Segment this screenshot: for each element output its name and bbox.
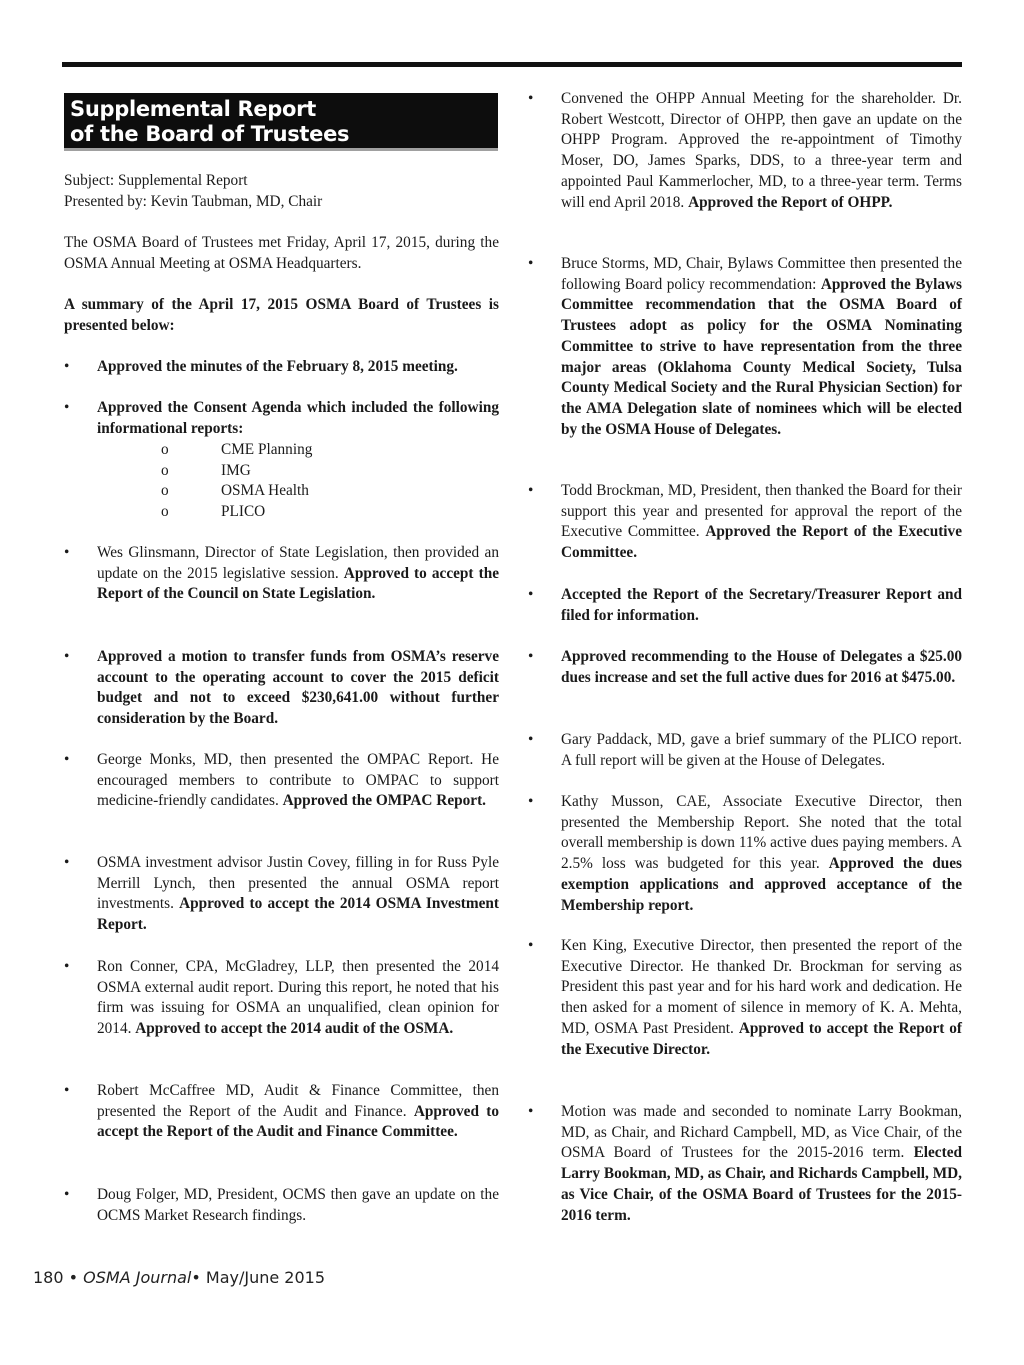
bullet: • xyxy=(528,793,534,810)
bullet: • xyxy=(528,1103,534,1120)
item-bold-text: Elected Larry Bookman, MD, as Chair, and Richards Campbell, MD, as Vice Chair, of the OSMA Board of Trustees for the 2015-2016 term. xyxy=(561,1144,963,1224)
item-bold-text: Approved the Consent Agenda which included the following informational reports: xyxy=(97,399,499,437)
list-item xyxy=(528,254,962,440)
item-bold-text: Approved a motion to transfer funds from OSMA’s reserve account to the operating account to cover the 2015 deficit budget and not to exceed $230,641.00 without further consideration by the Board. xyxy=(97,648,499,728)
page-number: 180 xyxy=(33,1268,64,1287)
item-bold-text: Approved to accept the 2014 OSMA Investment Report. xyxy=(97,895,499,934)
list-item xyxy=(64,543,499,605)
item-bold-text: Approved to accept the Report of the Council on State Legislation. xyxy=(97,564,499,603)
list-item xyxy=(64,750,499,812)
bullet: • xyxy=(64,544,70,561)
sub-list-item: o PLICO xyxy=(161,503,266,521)
bullet: • xyxy=(64,854,70,871)
bullet: • xyxy=(64,648,70,665)
bullet: • xyxy=(64,958,70,975)
page-footer xyxy=(33,1268,325,1287)
list-item xyxy=(528,481,962,564)
item-bold-text: Approved the Report of OHPP. xyxy=(688,193,893,211)
item-bold-text: Approved the Report of the Executive Committee. xyxy=(561,523,962,562)
item-text: Kathy Musson, CAE, Associate Executive Director, then presented the Membership Report. She noted that the total overall membership is down 11% active dues paying members. A 2.5% loss was budgeted for this year. xyxy=(561,793,962,873)
item-text: Wes Glinsmann, Director of State Legislation, then provided an update on the 2015 legislative session. xyxy=(97,544,499,582)
bullet: • xyxy=(528,586,534,603)
consent-report-list xyxy=(161,440,461,523)
presented-by-line: Presented by: Kevin Taubman, MD, Chair xyxy=(64,193,323,210)
footer-separator: • xyxy=(68,1268,79,1287)
sub-list-item: o OSMA Health xyxy=(161,482,309,500)
bullet: • xyxy=(528,648,534,665)
summary-heading: A summary of the April 17, 2015 OSMA Board of Trustees is presented below: xyxy=(64,296,499,334)
journal-name: OSMA Journal xyxy=(83,1268,192,1287)
item-bold-text: Approved recommending to the House of Delegates a $25.00 dues increase and set the full active dues for 2016 at $475.00. xyxy=(561,648,962,686)
bullet: • xyxy=(64,751,70,768)
list-item xyxy=(64,853,499,936)
list-item xyxy=(528,585,962,626)
item-bold-text: Approved the Bylaws Committee recommendation that the OSMA Board of Trustees adopt as policy for the OSMA Nominating Committee to strive to have representation from the three major areas (Oklahoma County Medical Society, Tulsa County Medical Society and the Rural Physician Section) for the AMA Delegation slate of nominees which will be elected by the OSMA House of Delegates. xyxy=(561,275,962,438)
footer-separator: • xyxy=(191,1268,201,1287)
sub-list-item: o IMG xyxy=(161,461,251,479)
item-text: Convened the OHPP Annual Meeting for the shareholder. Dr. Robert Westcott, Director of OHPP, then gave an update on the OHPP Program. Approved the re-appointment of Timothy Moser, DO, James Sparks, DDS, to a three-year term and appointed Paul Kammerlocher, MD, to a three-year term. Terms will end April 2018. xyxy=(561,90,962,211)
item-text: Todd Brockman, MD, President, then thanked the Board for their support this year and presented for approval the report of the Executive Committee. xyxy=(561,482,962,541)
list-item xyxy=(64,647,499,730)
item-text: Motion was made and seconded to nominate Larry Bookman, MD, as Chair, and Richard Campbell, MD, as Vice Chair, of the OSMA Board of Trustees for the 2015-2016 term. xyxy=(561,1103,962,1162)
title-line-2: of the Board of Trustees xyxy=(70,122,350,146)
subject-line: Subject: Supplemental Report xyxy=(64,172,248,189)
sub-list-item: o CME Planning xyxy=(161,441,313,458)
item-bold-text: Approved to accept the 2014 audit of the OSMA. xyxy=(135,1020,454,1038)
list-item xyxy=(528,936,962,1060)
top-rule xyxy=(62,62,962,67)
list-item xyxy=(64,357,499,378)
bullet: • xyxy=(528,255,534,272)
list-item xyxy=(64,1081,499,1143)
list-item xyxy=(64,398,499,439)
bullet: • xyxy=(528,937,534,954)
item-text: Gary Paddack, MD, gave a brief summary of the PLICO report. A full report will be given at the House of Delegates. xyxy=(561,731,962,769)
item-text: OSMA investment advisor Justin Covey, filling in for Russ Pyle Merrill Lynch, then presented the annual OSMA report investments. xyxy=(97,854,499,913)
bullet: • xyxy=(64,1186,70,1203)
item-text: Robert McCaffree MD, Audit & Finance Committee, then presented the Report of the Audit and Finance. xyxy=(97,1082,499,1120)
list-item xyxy=(528,730,962,771)
item-bold-text: Approved the minutes of the February 8, 2015 meeting. xyxy=(97,358,458,375)
item-bold-text: Approved the OMPAC Report. xyxy=(282,792,486,810)
item-text: George Monks, MD, then presented the OMPAC Report. He encouraged members to contribute to OMPAC to support medicine-friendly candidates. xyxy=(97,751,499,810)
item-text: Ron Conner, CPA, McGladrey, LLP, then presented the 2014 OSMA external audit report. During this report, he noted that his firm was issuing for OSMA an unqualified, clean opinion for 2014. xyxy=(97,958,499,1038)
issue-date: May/June 2015 xyxy=(205,1268,326,1287)
title-line-1: Supplemental Report xyxy=(70,97,316,121)
list-item xyxy=(528,1102,962,1226)
list-item xyxy=(528,792,962,916)
list-item xyxy=(64,957,499,1040)
item-bold-text: Approved to accept the Report of the Executive Director. xyxy=(561,1019,962,1058)
bullet: • xyxy=(528,482,534,499)
list-item xyxy=(528,647,962,688)
bullet: • xyxy=(64,1082,70,1099)
bullet: • xyxy=(528,90,534,107)
intro-paragraph: The OSMA Board of Trustees met Friday, April 17, 2015, during the OSMA Annual Meeting at OSMA Headquarters. xyxy=(64,234,499,272)
item-text: Bruce Storms, MD, Chair, Bylaws Committee then presented the following Board policy recommendation: xyxy=(561,255,962,293)
list-item xyxy=(64,1185,499,1226)
item-bold-text: Approved to accept the Report of the Audit and Finance Committee. xyxy=(97,1102,499,1141)
bullet: • xyxy=(528,731,534,748)
item-bold-text: Approved the dues exemption applications and approved acceptance of the Membership report. xyxy=(561,855,962,914)
item-text: Ken King, Executive Director, then presented the report of the Executive Director. He thanked Dr. Brockman for serving as President this past year and for his hard work and dedication. He then asked for a moment of silence in memory of K. A. Mehta, MD, OSMA Past President. xyxy=(561,937,962,1037)
item-text: Doug Folger, MD, President, OCMS then gave an update on the OCMS Market Research findings. xyxy=(97,1186,499,1224)
section-title-banner xyxy=(64,93,498,151)
item-bold-text: Accepted the Report of the Secretary/Treasurer Report and filed for information. xyxy=(561,586,962,624)
bullet: • xyxy=(64,399,70,416)
list-item xyxy=(528,89,962,213)
bullet: • xyxy=(64,358,70,375)
